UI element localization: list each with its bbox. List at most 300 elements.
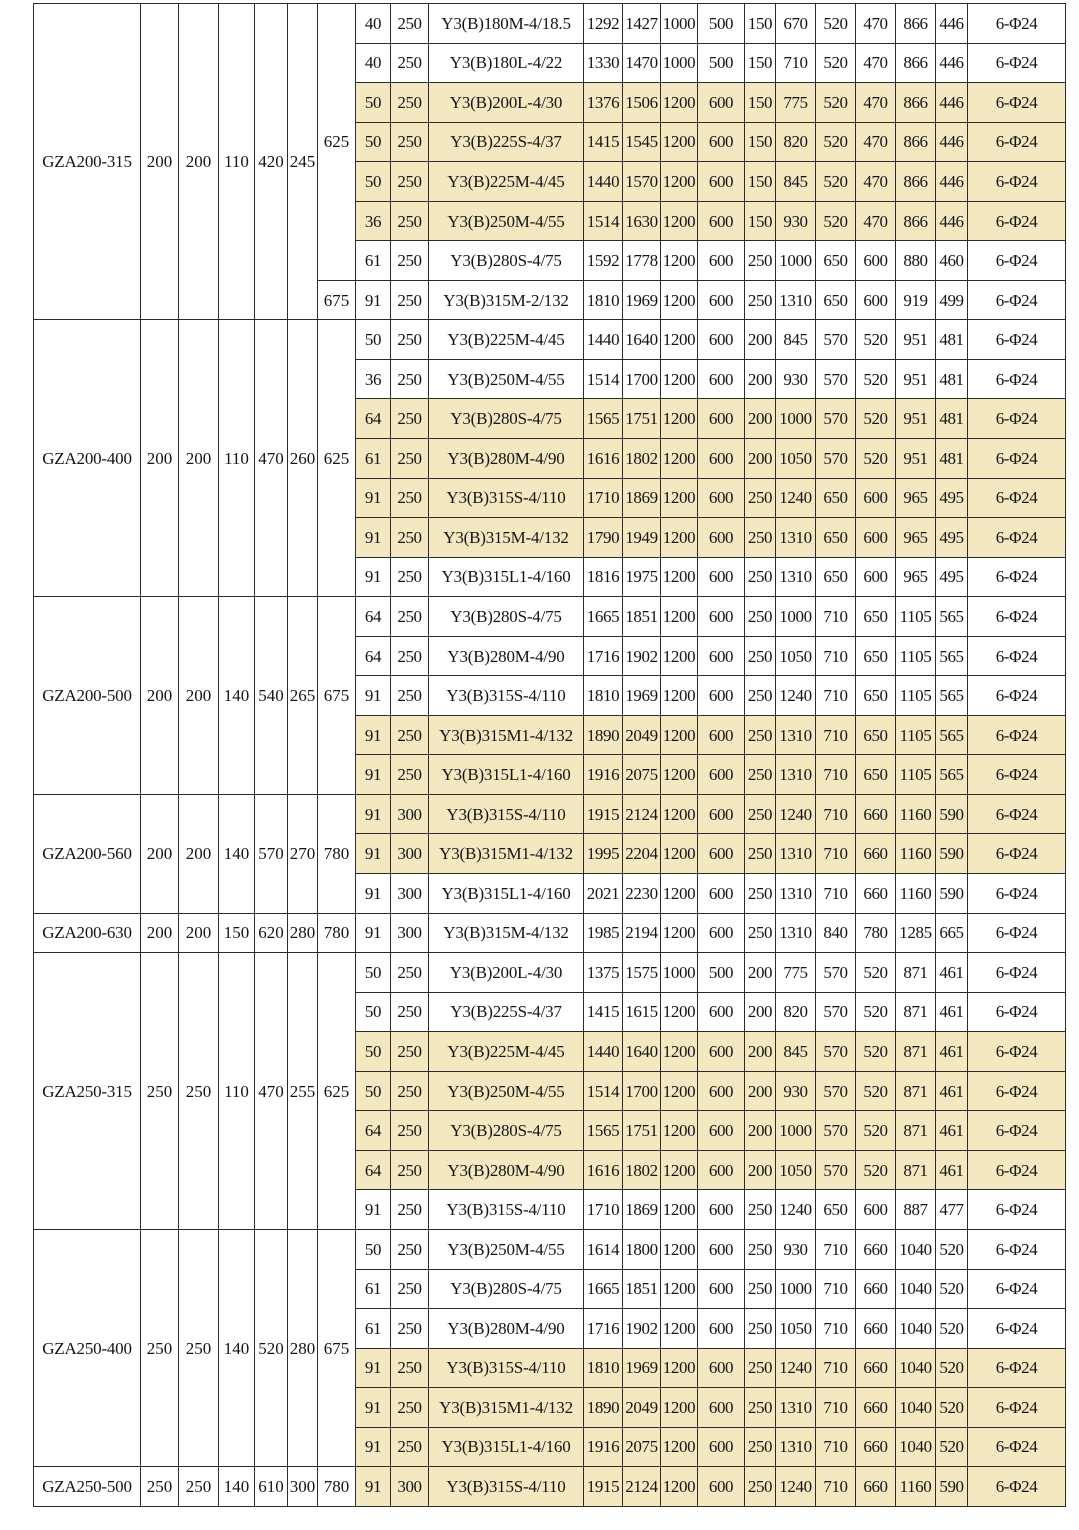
motor-model-cell: Y3(B)315M1-4/132 (429, 834, 584, 874)
value-cell: 710 (816, 1309, 856, 1349)
value-cell: 1160 (896, 1467, 936, 1507)
value-cell: 520 (936, 1427, 968, 1467)
value-cell: 6-Φ24 (968, 1427, 1066, 1467)
value-cell: 250 (391, 518, 429, 558)
value-cell: 600 (698, 320, 745, 360)
value-cell: 1200 (661, 83, 698, 123)
value-cell: 600 (698, 399, 745, 439)
value-cell: 250 (391, 557, 429, 597)
value-cell: 1200 (661, 834, 698, 874)
value-cell: 250 (391, 1071, 429, 1111)
dim-cell: 200 (179, 913, 219, 953)
value-cell: 520 (936, 1309, 968, 1349)
value-cell: 650 (816, 1190, 856, 1230)
value-cell: 150 (745, 4, 776, 44)
value-cell: 460 (936, 241, 968, 281)
motor-model-cell: Y3(B)280M-4/90 (429, 439, 584, 479)
value-cell: 600 (698, 913, 745, 953)
dim-cell: 250 (179, 1467, 219, 1507)
value-cell: 6-Φ24 (968, 162, 1066, 202)
dim-cell: 520 (255, 1229, 288, 1466)
value-cell: 600 (698, 676, 745, 716)
value-cell: 710 (816, 794, 856, 834)
model-cell: GZA200-500 (34, 597, 141, 795)
dim-cell: 200 (141, 4, 179, 320)
dim-cell: 780 (318, 794, 356, 913)
value-cell: 250 (391, 1111, 429, 1151)
value-cell: 91 (356, 794, 391, 834)
value-cell: 61 (356, 439, 391, 479)
value-cell: 1310 (776, 1427, 816, 1467)
value-cell: 520 (856, 1150, 896, 1190)
value-cell: 250 (391, 320, 429, 360)
value-cell: 1810 (584, 676, 623, 716)
dim-cell: 270 (288, 794, 318, 913)
value-cell: 477 (936, 1190, 968, 1230)
value-cell: 1240 (776, 676, 816, 716)
value-cell: 470 (856, 201, 896, 241)
value-cell: 1310 (776, 518, 816, 558)
value-cell: 710 (816, 874, 856, 914)
value-cell: 250 (745, 1348, 776, 1388)
value-cell: 1615 (623, 992, 661, 1032)
value-cell: 600 (698, 1111, 745, 1151)
value-cell: 1716 (584, 1309, 623, 1349)
value-cell: 600 (856, 518, 896, 558)
value-cell: 965 (896, 518, 936, 558)
value-cell: 1160 (896, 794, 936, 834)
value-cell: 470 (856, 162, 896, 202)
value-cell: 871 (896, 1032, 936, 1072)
value-cell: 6-Φ24 (968, 992, 1066, 1032)
value-cell: 600 (856, 557, 896, 597)
value-cell: 1000 (776, 597, 816, 637)
dim-cell: 200 (179, 4, 219, 320)
value-cell: 1376 (584, 83, 623, 123)
value-cell: 710 (816, 1427, 856, 1467)
value-cell: 1470 (623, 43, 661, 83)
value-cell: 1285 (896, 913, 936, 953)
value-cell: 6-Φ24 (968, 834, 1066, 874)
value-cell: 1200 (661, 755, 698, 795)
value-cell: 6-Φ24 (968, 755, 1066, 795)
value-cell: 1800 (623, 1229, 661, 1269)
value-cell: 1200 (661, 162, 698, 202)
value-cell: 520 (856, 992, 896, 1032)
value-cell: 660 (856, 1269, 896, 1309)
value-cell: 495 (936, 478, 968, 518)
value-cell: 710 (816, 1388, 856, 1428)
value-cell: 710 (816, 1269, 856, 1309)
value-cell: 6-Φ24 (968, 715, 1066, 755)
value-cell: 200 (745, 1150, 776, 1190)
value-cell: 1200 (661, 1190, 698, 1230)
value-cell: 150 (745, 122, 776, 162)
value-cell: 91 (356, 1467, 391, 1507)
value-cell: 1969 (623, 280, 661, 320)
value-cell: 300 (391, 1467, 429, 1507)
value-cell: 6-Φ24 (968, 676, 1066, 716)
value-cell: 1700 (623, 1071, 661, 1111)
value-cell: 91 (356, 1348, 391, 1388)
value-cell: 1310 (776, 755, 816, 795)
value-cell: 2124 (623, 1467, 661, 1507)
dim-cell: 150 (219, 913, 255, 953)
value-cell: 660 (856, 1309, 896, 1349)
value-cell: 500 (698, 953, 745, 993)
value-cell: 600 (698, 874, 745, 914)
value-cell: 250 (745, 280, 776, 320)
value-cell: 1310 (776, 557, 816, 597)
value-cell: 600 (698, 1388, 745, 1428)
value-cell: 461 (936, 1150, 968, 1190)
value-cell: 91 (356, 874, 391, 914)
value-cell: 600 (698, 1348, 745, 1388)
value-cell: 6-Φ24 (968, 874, 1066, 914)
value-cell: 250 (745, 241, 776, 281)
dim-cell: 110 (219, 4, 255, 320)
value-cell: 91 (356, 676, 391, 716)
model-cell: GZA250-315 (34, 953, 141, 1230)
value-cell: 565 (936, 755, 968, 795)
dim-cell: 265 (288, 597, 318, 795)
motor-model-cell: Y3(B)280M-4/90 (429, 636, 584, 676)
value-cell: 250 (745, 676, 776, 716)
value-cell: 150 (745, 83, 776, 123)
value-cell: 470 (856, 43, 896, 83)
value-cell: 871 (896, 1150, 936, 1190)
value-cell: 6-Φ24 (968, 953, 1066, 993)
value-cell: 250 (391, 359, 429, 399)
value-cell: 1665 (584, 597, 623, 637)
value-cell: 866 (896, 4, 936, 44)
value-cell: 866 (896, 122, 936, 162)
spec-table (33, 3, 1066, 1507)
value-cell: 1995 (584, 834, 623, 874)
value-cell: 1902 (623, 1309, 661, 1349)
value-cell: 1200 (661, 1032, 698, 1072)
value-cell: 965 (896, 557, 936, 597)
value-cell: 1000 (661, 953, 698, 993)
value-cell: 1890 (584, 715, 623, 755)
model-cell: GZA250-500 (34, 1467, 141, 1507)
value-cell: 250 (391, 1348, 429, 1388)
value-cell: 520 (936, 1269, 968, 1309)
value-cell: 1200 (661, 201, 698, 241)
value-cell: 600 (698, 1229, 745, 1269)
value-cell: 520 (856, 359, 896, 399)
motor-model-cell: Y3(B)250M-4/55 (429, 1229, 584, 1269)
value-cell: 1105 (896, 715, 936, 755)
value-cell: 600 (698, 478, 745, 518)
value-cell: 6-Φ24 (968, 557, 1066, 597)
value-cell: 1200 (661, 241, 698, 281)
motor-model-cell: Y3(B)315S-4/110 (429, 676, 584, 716)
dim-cell: 780 (318, 1467, 356, 1507)
value-cell: 6-Φ24 (968, 399, 1066, 439)
value-cell: 446 (936, 201, 968, 241)
dim-cell: 250 (141, 953, 179, 1230)
value-cell: 50 (356, 162, 391, 202)
value-cell: 520 (936, 1388, 968, 1428)
value-cell: 250 (391, 439, 429, 479)
value-cell: 6-Φ24 (968, 1150, 1066, 1190)
value-cell: 600 (698, 834, 745, 874)
motor-model-cell: Y3(B)315L1-4/160 (429, 557, 584, 597)
value-cell: 1200 (661, 992, 698, 1032)
value-cell: 1869 (623, 1190, 661, 1230)
value-cell: 1050 (776, 1150, 816, 1190)
value-cell: 40 (356, 4, 391, 44)
value-cell: 1040 (896, 1348, 936, 1388)
value-cell: 600 (856, 478, 896, 518)
value-cell: 866 (896, 201, 936, 241)
value-cell: 200 (745, 439, 776, 479)
value-cell: 1240 (776, 1190, 816, 1230)
value-cell: 6-Φ24 (968, 1467, 1066, 1507)
value-cell: 91 (356, 913, 391, 953)
value-cell: 1040 (896, 1427, 936, 1467)
value-cell: 250 (745, 913, 776, 953)
value-cell: 500 (698, 4, 745, 44)
dim-cell: 140 (219, 1467, 255, 1507)
value-cell: 250 (745, 1388, 776, 1428)
value-cell: 660 (856, 1229, 896, 1269)
value-cell: 1200 (661, 1467, 698, 1507)
value-cell: 1575 (623, 953, 661, 993)
value-cell: 1851 (623, 1269, 661, 1309)
value-cell: 1200 (661, 320, 698, 360)
value-cell: 600 (698, 162, 745, 202)
value-cell: 1000 (776, 1111, 816, 1151)
value-cell: 1310 (776, 834, 816, 874)
value-cell: 650 (816, 478, 856, 518)
value-cell: 6-Φ24 (968, 1190, 1066, 1230)
dim-cell: 110 (219, 953, 255, 1230)
motor-model-cell: Y3(B)225M-4/45 (429, 162, 584, 202)
value-cell: 570 (816, 953, 856, 993)
value-cell: 1200 (661, 122, 698, 162)
model-cell: GZA200-315 (34, 4, 141, 320)
value-cell: 6-Φ24 (968, 1388, 1066, 1428)
value-cell: 1105 (896, 755, 936, 795)
value-cell: 565 (936, 636, 968, 676)
motor-model-cell: Y3(B)225M-4/45 (429, 1032, 584, 1072)
value-cell: 1969 (623, 1348, 661, 1388)
value-cell: 6-Φ24 (968, 794, 1066, 834)
value-cell: 91 (356, 1427, 391, 1467)
dim-cell: 300 (288, 1467, 318, 1507)
table-row (34, 1467, 1066, 1507)
value-cell: 91 (356, 478, 391, 518)
value-cell: 6-Φ24 (968, 913, 1066, 953)
value-cell: 570 (816, 992, 856, 1032)
value-cell: 250 (391, 43, 429, 83)
motor-model-cell: Y3(B)250M-4/55 (429, 1071, 584, 1111)
value-cell: 250 (745, 834, 776, 874)
value-cell: 600 (856, 280, 896, 320)
value-cell: 1200 (661, 399, 698, 439)
value-cell: 495 (936, 518, 968, 558)
dim-cell: 675 (318, 597, 356, 795)
value-cell: 1200 (661, 1348, 698, 1388)
value-cell: 520 (816, 83, 856, 123)
value-cell: 1616 (584, 1150, 623, 1190)
dim-cell: 260 (288, 320, 318, 597)
value-cell: 650 (816, 241, 856, 281)
value-cell: 50 (356, 992, 391, 1032)
value-cell: 600 (698, 557, 745, 597)
dim-cell: 675 (318, 280, 356, 320)
value-cell: 600 (698, 359, 745, 399)
value-cell: 520 (816, 162, 856, 202)
value-cell: 91 (356, 557, 391, 597)
value-cell: 150 (745, 162, 776, 202)
value-cell: 866 (896, 83, 936, 123)
dim-cell: 200 (141, 794, 179, 913)
value-cell: 590 (936, 834, 968, 874)
value-cell: 91 (356, 518, 391, 558)
value-cell: 50 (356, 83, 391, 123)
value-cell: 600 (698, 1427, 745, 1467)
value-cell: 919 (896, 280, 936, 320)
value-cell: 570 (816, 439, 856, 479)
value-cell: 590 (936, 874, 968, 914)
dim-cell: 200 (141, 913, 179, 953)
value-cell: 6-Φ24 (968, 83, 1066, 123)
motor-model-cell: Y3(B)200L-4/30 (429, 83, 584, 123)
dim-cell: 610 (255, 1467, 288, 1507)
dim-cell: 250 (141, 1229, 179, 1466)
value-cell: 6-Φ24 (968, 43, 1066, 83)
value-cell: 461 (936, 1032, 968, 1072)
value-cell: 660 (856, 1388, 896, 1428)
value-cell: 50 (356, 122, 391, 162)
value-cell: 710 (816, 1467, 856, 1507)
value-cell: 250 (391, 1229, 429, 1269)
value-cell: 250 (391, 280, 429, 320)
value-cell: 2049 (623, 1388, 661, 1428)
motor-model-cell: Y3(B)315S-4/110 (429, 1190, 584, 1230)
value-cell: 50 (356, 1229, 391, 1269)
value-cell: 600 (698, 715, 745, 755)
value-cell: 2194 (623, 913, 661, 953)
value-cell: 1700 (623, 359, 661, 399)
value-cell: 845 (776, 162, 816, 202)
value-cell: 200 (745, 1071, 776, 1111)
value-cell: 64 (356, 1111, 391, 1151)
value-cell: 600 (698, 122, 745, 162)
value-cell: 2075 (623, 1427, 661, 1467)
value-cell: 710 (816, 1229, 856, 1269)
value-cell: 1050 (776, 1309, 816, 1349)
dim-cell: 200 (179, 320, 219, 597)
value-cell: 930 (776, 359, 816, 399)
value-cell: 1040 (896, 1309, 936, 1349)
value-cell: 1200 (661, 874, 698, 914)
value-cell: 1200 (661, 1111, 698, 1151)
model-cell: GZA200-560 (34, 794, 141, 913)
value-cell: 1778 (623, 241, 661, 281)
value-cell: 250 (391, 162, 429, 202)
value-cell: 250 (391, 1190, 429, 1230)
value-cell: 650 (856, 715, 896, 755)
value-cell: 1969 (623, 676, 661, 716)
value-cell: 1160 (896, 834, 936, 874)
value-cell: 840 (816, 913, 856, 953)
value-cell: 250 (745, 755, 776, 795)
table-row (34, 4, 1066, 44)
value-cell: 250 (391, 636, 429, 676)
value-cell: 250 (745, 1309, 776, 1349)
value-cell: 500 (698, 43, 745, 83)
value-cell: 1240 (776, 1348, 816, 1388)
dim-cell: 250 (141, 1467, 179, 1507)
dim-cell: 255 (288, 953, 318, 1230)
motor-model-cell: Y3(B)315S-4/110 (429, 478, 584, 518)
value-cell: 866 (896, 43, 936, 83)
value-cell: 200 (745, 359, 776, 399)
value-cell: 61 (356, 1309, 391, 1349)
value-cell: 660 (856, 1427, 896, 1467)
motor-model-cell: Y3(B)315L1-4/160 (429, 1427, 584, 1467)
value-cell: 1514 (584, 201, 623, 241)
value-cell: 1000 (661, 4, 698, 44)
model-cell: GZA200-400 (34, 320, 141, 597)
value-cell: 1514 (584, 359, 623, 399)
value-cell: 1200 (661, 557, 698, 597)
value-cell: 495 (936, 557, 968, 597)
value-cell: 250 (745, 1269, 776, 1309)
value-cell: 50 (356, 1071, 391, 1111)
dim-cell: 140 (219, 597, 255, 795)
value-cell: 61 (356, 241, 391, 281)
motor-model-cell: Y3(B)280S-4/75 (429, 399, 584, 439)
value-cell: 6-Φ24 (968, 1269, 1066, 1309)
model-cell: GZA250-400 (34, 1229, 141, 1466)
value-cell: 481 (936, 320, 968, 360)
motor-model-cell: Y3(B)180L-4/22 (429, 43, 584, 83)
value-cell: 1310 (776, 715, 816, 755)
value-cell: 250 (745, 874, 776, 914)
value-cell: 250 (391, 1150, 429, 1190)
value-cell: 660 (856, 794, 896, 834)
value-cell: 1200 (661, 1071, 698, 1111)
value-cell: 2230 (623, 874, 661, 914)
value-cell: 1310 (776, 874, 816, 914)
value-cell: 250 (391, 478, 429, 518)
value-cell: 91 (356, 280, 391, 320)
value-cell: 520 (856, 1111, 896, 1151)
value-cell: 6-Φ24 (968, 597, 1066, 637)
value-cell: 600 (698, 1467, 745, 1507)
value-cell: 710 (776, 43, 816, 83)
value-cell: 446 (936, 43, 968, 83)
value-cell: 1640 (623, 1032, 661, 1072)
value-cell: 1802 (623, 1150, 661, 1190)
value-cell: 600 (698, 597, 745, 637)
value-cell: 650 (856, 636, 896, 676)
value-cell: 710 (816, 834, 856, 874)
motor-model-cell: Y3(B)315M-4/132 (429, 518, 584, 558)
page (0, 3, 1079, 1530)
value-cell: 710 (816, 715, 856, 755)
value-cell: 1200 (661, 518, 698, 558)
value-cell: 1200 (661, 597, 698, 637)
table-row (34, 597, 1066, 637)
value-cell: 670 (776, 4, 816, 44)
value-cell: 91 (356, 715, 391, 755)
